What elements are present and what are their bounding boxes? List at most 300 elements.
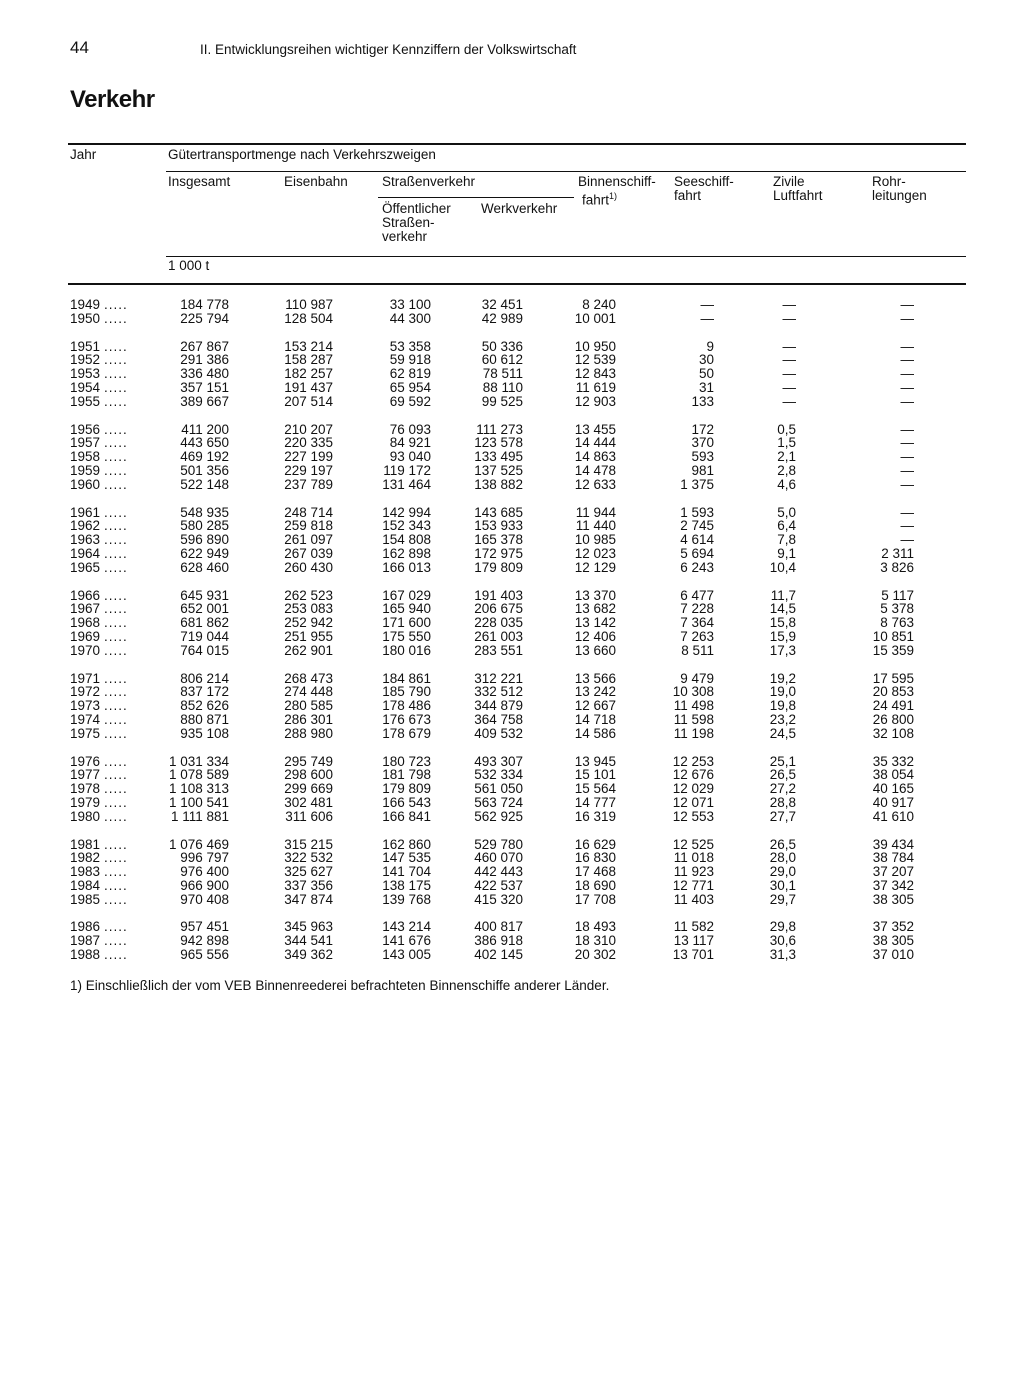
eisenbahn-cell: 280 585 <box>284 698 333 714</box>
insgesamt-cell: 628 460 <box>180 559 229 575</box>
werkverkehr-cell: 172 975 <box>474 545 523 561</box>
oeffentlicher-cell: 141 704 <box>382 864 431 880</box>
rohrleitungen-cell: 41 610 <box>872 808 914 824</box>
seeschifffahrt-cell: 370 <box>691 435 714 451</box>
rohrleitungen-cell: 37 342 <box>872 877 914 893</box>
table-row <box>0 879 1024 893</box>
table-row <box>0 727 1024 741</box>
seeschifffahrt-cell: 12 029 <box>672 781 714 797</box>
insgesamt-cell: 411 200 <box>181 421 229 437</box>
luftfahrt-cell: — <box>782 379 796 395</box>
luftfahrt-cell: 2,1 <box>777 449 796 465</box>
leader-dots: ..... <box>104 435 128 451</box>
luftfahrt-cell: 15,8 <box>769 615 796 631</box>
leader-dots: ..... <box>104 628 128 644</box>
seeschifffahrt-cell: 593 <box>691 449 714 465</box>
rohrleitungen-cell: — <box>900 476 914 492</box>
rohrleitungen-cell: 38 784 <box>872 850 914 866</box>
leader-dots: ..... <box>104 379 128 395</box>
rohrleitungen-cell: 5 378 <box>880 601 914 617</box>
seeschifffahrt-cell: 6 243 <box>680 559 714 575</box>
insgesamt-cell: 852 626 <box>180 698 229 714</box>
table-row <box>0 298 1024 312</box>
year-cell: 1987 <box>70 933 101 949</box>
table-row <box>0 312 1024 326</box>
eisenbahn-cell: 260 430 <box>284 559 333 575</box>
rohrleitungen-cell: — <box>900 393 914 409</box>
leader-dots: ..... <box>104 850 128 866</box>
strassenverkehr-rule <box>378 197 574 198</box>
eisenbahn-cell: 302 481 <box>284 794 333 810</box>
luftfahrt-cell: 27,7 <box>769 808 796 824</box>
year-cell: 1970 <box>70 642 101 658</box>
luftfahrt-cell: 28,8 <box>769 794 796 810</box>
table-row <box>0 796 1024 810</box>
oeffentlicher-cell: 180 016 <box>382 642 431 658</box>
insgesamt-cell: 645 931 <box>180 587 229 603</box>
oeffentlicher-cell: 119 172 <box>383 462 431 478</box>
oeffentlicher-cell: 184 861 <box>382 670 431 686</box>
eisenbahn-cell: 261 097 <box>284 532 333 548</box>
table-row <box>0 920 1024 934</box>
seeschifffahrt-cell: — <box>700 310 714 326</box>
binnenschifffahrt-cell: 13 142 <box>574 615 616 631</box>
luftfahrt-cell: 0,5 <box>777 421 796 437</box>
werkverkehr-cell: 88 110 <box>482 379 523 395</box>
leader-dots: ..... <box>104 933 128 949</box>
table-row <box>0 423 1024 437</box>
rohrleitungen-cell: 37 207 <box>872 864 914 880</box>
luftfahrt-cell: 4,6 <box>777 476 796 492</box>
oeffentlicher-cell: 138 175 <box>382 877 431 893</box>
year-cell: 1969 <box>70 628 101 644</box>
insgesamt-cell: 1 031 334 <box>168 753 229 769</box>
leader-dots: ..... <box>104 545 128 561</box>
year-cell: 1973 <box>70 698 101 714</box>
year-cell: 1980 <box>70 808 101 824</box>
insgesamt-cell: 501 356 <box>180 462 229 478</box>
binnenschifffahrt-cell: 18 690 <box>574 877 616 893</box>
header-oeffentlicher-3: verkehr <box>382 229 428 244</box>
year-cell: 1984 <box>70 877 101 893</box>
oeffentlicher-cell: 176 673 <box>382 711 431 727</box>
leader-dots: ..... <box>104 919 128 935</box>
seeschifffahrt-cell: 6 477 <box>680 587 714 603</box>
oeffentlicher-cell: 59 918 <box>389 352 431 368</box>
header-eisenbahn: Eisenbahn <box>284 174 348 189</box>
eisenbahn-cell: 344 541 <box>284 933 333 949</box>
insgesamt-cell: 806 214 <box>180 670 229 686</box>
header-rohr-2: leitungen <box>872 188 927 203</box>
werkverkehr-cell: 206 675 <box>474 601 523 617</box>
year-cell: 1979 <box>70 794 101 810</box>
eisenbahn-cell: 262 523 <box>284 587 333 603</box>
page-number: 44 <box>70 38 89 57</box>
binnenschifffahrt-cell: 10 001 <box>574 310 616 326</box>
oeffentlicher-cell: 165 940 <box>382 601 431 617</box>
eisenbahn-cell: 347 874 <box>284 891 333 907</box>
table-row <box>0 934 1024 948</box>
seeschifffahrt-cell: 9 <box>706 338 714 354</box>
binnenschifffahrt-cell: 12 633 <box>574 476 616 492</box>
luftfahrt-cell: 26,5 <box>769 836 796 852</box>
oeffentlicher-cell: 181 798 <box>382 767 431 783</box>
binnenschifffahrt-cell: 11 944 <box>575 504 616 520</box>
seeschifffahrt-cell: 11 582 <box>673 919 714 935</box>
header-jahr: Jahr <box>70 147 97 162</box>
eisenbahn-cell: 298 600 <box>284 767 333 783</box>
binnenschifffahrt-cell: 16 629 <box>574 836 616 852</box>
eisenbahn-cell: 191 437 <box>284 379 333 395</box>
luftfahrt-cell: 29,0 <box>769 864 796 880</box>
oeffentlicher-cell: 171 600 <box>382 615 431 631</box>
table-row <box>0 506 1024 520</box>
year-cell: 1955 <box>70 393 101 409</box>
year-cell: 1978 <box>70 781 101 797</box>
werkverkehr-cell: 442 443 <box>474 864 523 880</box>
insgesamt-cell: 652 001 <box>180 601 229 617</box>
insgesamt-cell: 966 900 <box>180 877 229 893</box>
binnenschifffahrt-cell: 18 493 <box>574 919 616 935</box>
leader-dots: ..... <box>104 753 128 769</box>
oeffentlicher-cell: 178 486 <box>382 698 431 714</box>
table-row <box>0 713 1024 727</box>
werkverkehr-cell: 137 525 <box>474 462 523 478</box>
eisenbahn-cell: 128 504 <box>284 310 333 326</box>
insgesamt-cell: 957 451 <box>180 919 229 935</box>
leader-dots: ..... <box>104 670 128 686</box>
insgesamt-cell: 267 867 <box>180 338 229 354</box>
rohrleitungen-cell: 37 352 <box>872 919 914 935</box>
werkverkehr-cell: 50 336 <box>481 338 523 354</box>
table-top-rule <box>68 143 966 145</box>
eisenbahn-cell: 110 987 <box>285 297 333 312</box>
luftfahrt-cell: 29,7 <box>769 891 796 907</box>
seeschifffahrt-cell: 7 364 <box>680 615 714 631</box>
rohrleitungen-cell: 32 108 <box>872 725 914 741</box>
header-binnen-2 <box>582 189 617 208</box>
luftfahrt-cell: — <box>782 338 796 354</box>
seeschifffahrt-cell: 4 614 <box>680 532 714 548</box>
year-group <box>0 423 1024 492</box>
binnenschifffahrt-cell: 12 406 <box>574 628 616 644</box>
header-unit: 1 000 t <box>168 258 210 273</box>
werkverkehr-cell: 415 320 <box>474 891 523 907</box>
rohrleitungen-cell: — <box>900 435 914 451</box>
rohrleitungen-cell: 26 800 <box>872 711 914 727</box>
leader-dots: ..... <box>104 366 128 382</box>
eisenbahn-cell: 315 215 <box>284 836 333 852</box>
seeschifffahrt-cell: 1 375 <box>680 476 714 492</box>
oeffentlicher-cell: 154 808 <box>382 532 431 548</box>
insgesamt-cell: 1 078 589 <box>168 767 229 783</box>
eisenbahn-cell: 337 356 <box>284 877 333 893</box>
leader-dots: ..... <box>104 449 128 465</box>
werkverkehr-cell: 143 685 <box>474 504 523 520</box>
leader-dots: ..... <box>104 864 128 880</box>
leader-dots: ..... <box>104 725 128 741</box>
seeschifffahrt-cell: 2 745 <box>680 518 714 534</box>
header-insgesamt: Insgesamt <box>168 174 231 189</box>
leader-dots: ..... <box>104 338 128 354</box>
rohrleitungen-cell: 38 305 <box>872 933 914 949</box>
luftfahrt-cell: 30,6 <box>769 933 796 949</box>
oeffentlicher-cell: 93 040 <box>389 449 431 465</box>
werkverkehr-cell: 562 925 <box>474 808 523 824</box>
table-row <box>0 381 1024 395</box>
oeffentlicher-cell: 162 898 <box>382 545 431 561</box>
luftfahrt-cell: — <box>782 393 796 409</box>
leader-dots: ..... <box>104 559 128 575</box>
eisenbahn-cell: 288 980 <box>284 725 333 741</box>
table-row <box>0 948 1024 962</box>
seeschifffahrt-cell: 30 <box>698 352 714 368</box>
year-cell: 1951 <box>70 338 101 354</box>
leader-dots: ..... <box>104 601 128 617</box>
insgesamt-cell: 719 044 <box>180 628 229 644</box>
oeffentlicher-cell: 185 790 <box>382 684 431 700</box>
page-title: Verkehr <box>70 86 155 113</box>
luftfahrt-cell: — <box>782 352 796 368</box>
oeffentlicher-cell: 139 768 <box>382 891 431 907</box>
header-see-2: fahrt <box>674 188 702 203</box>
binnenschifffahrt-cell: 13 455 <box>574 421 616 437</box>
table-row <box>0 547 1024 561</box>
eisenbahn-cell: 274 448 <box>284 684 333 700</box>
eisenbahn-cell: 311 606 <box>285 808 333 824</box>
year-cell: 1988 <box>70 947 101 963</box>
binnenschifffahrt-cell: 16 830 <box>574 850 616 866</box>
seeschifffahrt-cell: 12 525 <box>672 836 714 852</box>
year-cell: 1949 <box>70 297 101 312</box>
header-oeffentlicher-2: Straßen- <box>382 215 435 230</box>
werkverkehr-cell: 153 933 <box>474 518 523 534</box>
rohrleitungen-cell: 3 826 <box>880 559 914 575</box>
seeschifffahrt-cell: 12 553 <box>672 808 714 824</box>
luftfahrt-cell: 9,1 <box>777 545 796 561</box>
insgesamt-cell: 880 871 <box>180 711 229 727</box>
year-cell: 1971 <box>70 670 101 686</box>
rohrleitungen-cell: — <box>900 449 914 465</box>
table-row <box>0 810 1024 824</box>
leader-dots: ..... <box>104 642 128 658</box>
werkverkehr-cell: 111 273 <box>476 421 523 437</box>
table-row <box>0 768 1024 782</box>
luftfahrt-cell: 11,7 <box>770 587 796 603</box>
table-row <box>0 685 1024 699</box>
binnenschifffahrt-cell: 16 319 <box>574 808 616 824</box>
table-row <box>0 782 1024 796</box>
rohrleitungen-cell: — <box>900 518 914 534</box>
year-cell: 1977 <box>70 767 101 783</box>
rohrleitungen-cell: — <box>900 297 914 312</box>
binnenschifffahrt-cell: 10 985 <box>574 532 616 548</box>
year-group <box>0 589 1024 658</box>
seeschifffahrt-cell: 11 198 <box>673 725 714 741</box>
table-row <box>0 838 1024 852</box>
insgesamt-cell: 336 480 <box>180 366 229 382</box>
running-head: II. Entwicklungsreihen wichtiger Kennziffern der Volkswirtschaft <box>200 42 577 57</box>
leader-dots: ..... <box>104 808 128 824</box>
insgesamt-cell: 389 667 <box>180 393 229 409</box>
seeschifffahrt-cell: 10 308 <box>672 684 714 700</box>
year-cell: 1966 <box>70 587 101 603</box>
seeschifffahrt-cell: 981 <box>691 462 714 478</box>
luftfahrt-cell: — <box>782 366 796 382</box>
werkverkehr-cell: 402 145 <box>474 947 523 963</box>
insgesamt-cell: 837 172 <box>180 684 229 700</box>
seeschifffahrt-cell: 11 018 <box>673 850 714 866</box>
year-cell: 1967 <box>70 601 101 617</box>
oeffentlicher-cell: 65 954 <box>389 379 431 395</box>
oeffentlicher-cell: 152 343 <box>382 518 431 534</box>
rohrleitungen-cell: 15 359 <box>872 642 914 658</box>
insgesamt-cell: 357 151 <box>180 379 229 395</box>
header-werkverkehr: Werkverkehr <box>481 201 558 216</box>
year-cell: 1968 <box>70 615 101 631</box>
eisenbahn-cell: 158 287 <box>284 352 333 368</box>
leader-dots: ..... <box>104 891 128 907</box>
header-binnen-1: Binnenschiff- <box>578 174 656 189</box>
werkverkehr-cell: 561 050 <box>474 781 523 797</box>
leader-dots: ..... <box>104 532 128 548</box>
luftfahrt-cell: 23,2 <box>769 711 796 727</box>
rohrleitungen-cell: 20 853 <box>872 684 914 700</box>
insgesamt-cell: 443 650 <box>180 435 229 451</box>
year-cell: 1964 <box>70 545 101 561</box>
seeschifffahrt-cell: 8 511 <box>681 642 714 658</box>
year-group <box>0 506 1024 575</box>
luftfahrt-cell: 26,5 <box>769 767 796 783</box>
leader-dots: ..... <box>104 518 128 534</box>
rohrleitungen-cell: 5 117 <box>881 587 914 603</box>
werkverkehr-cell: 42 989 <box>481 310 523 326</box>
eisenbahn-cell: 220 335 <box>284 435 333 451</box>
eisenbahn-cell: 345 963 <box>284 919 333 935</box>
year-cell: 1975 <box>70 725 101 741</box>
year-cell: 1952 <box>70 352 101 368</box>
eisenbahn-cell: 268 473 <box>284 670 333 686</box>
binnenschifffahrt-cell: 8 240 <box>582 297 616 312</box>
header-rohr-1: Rohr- <box>872 174 906 189</box>
oeffentlicher-cell: 147 535 <box>382 850 431 866</box>
year-group <box>0 838 1024 907</box>
rohrleitungen-cell: — <box>900 352 914 368</box>
luftfahrt-cell: 19,0 <box>769 684 796 700</box>
header-strassenverkehr: Straßenverkehr <box>382 174 476 189</box>
werkverkehr-cell: 563 724 <box>474 794 523 810</box>
binnenschifffahrt-cell: 11 440 <box>575 518 616 534</box>
table-row <box>0 519 1024 533</box>
leader-dots: ..... <box>104 698 128 714</box>
luftfahrt-cell: 19,8 <box>769 698 796 714</box>
rohrleitungen-cell: 2 311 <box>881 545 914 561</box>
oeffentlicher-cell: 166 841 <box>382 808 431 824</box>
werkverkehr-cell: 261 003 <box>474 628 523 644</box>
leader-dots: ..... <box>104 877 128 893</box>
eisenbahn-cell: 286 301 <box>284 711 333 727</box>
werkverkehr-cell: 422 537 <box>474 877 523 893</box>
table-row <box>0 699 1024 713</box>
eisenbahn-cell: 262 901 <box>284 642 333 658</box>
luftfahrt-cell: 15,9 <box>769 628 796 644</box>
leader-dots: ..... <box>104 615 128 631</box>
seeschifffahrt-cell: 7 263 <box>680 628 714 644</box>
year-cell: 1983 <box>70 864 101 880</box>
binnenschifffahrt-cell: 13 242 <box>574 684 616 700</box>
luftfahrt-cell: — <box>782 310 796 326</box>
insgesamt-cell: 1 076 469 <box>168 836 229 852</box>
year-cell: 1953 <box>70 366 101 382</box>
year-cell: 1982 <box>70 850 101 866</box>
oeffentlicher-cell: 53 358 <box>389 338 431 354</box>
werkverkehr-cell: 179 809 <box>474 559 523 575</box>
binnenschifffahrt-cell: 13 660 <box>574 642 616 658</box>
table-body <box>0 298 1024 976</box>
table-row <box>0 644 1024 658</box>
binnenschifffahrt-cell: 18 310 <box>574 933 616 949</box>
seeschifffahrt-cell: 12 771 <box>672 877 714 893</box>
oeffentlicher-cell: 179 809 <box>382 781 431 797</box>
table-row <box>0 616 1024 630</box>
year-cell: 1959 <box>70 462 101 478</box>
binnenschifffahrt-cell: 11 619 <box>575 379 616 395</box>
binnenschifffahrt-cell: 14 478 <box>574 462 616 478</box>
table-row <box>0 561 1024 575</box>
seeschifffahrt-cell: 11 403 <box>673 891 714 907</box>
seeschifffahrt-cell: 12 071 <box>672 794 714 810</box>
luftfahrt-cell: 2,8 <box>777 462 796 478</box>
insgesamt-cell: 184 778 <box>180 297 229 312</box>
insgesamt-cell: 522 148 <box>180 476 229 492</box>
year-group <box>0 298 1024 326</box>
binnenschifffahrt-cell: 14 444 <box>574 435 616 451</box>
table-row <box>0 755 1024 769</box>
seeschifffahrt-cell: 7 228 <box>680 601 714 617</box>
rohrleitungen-cell: 10 851 <box>872 628 914 644</box>
werkverkehr-cell: 228 035 <box>474 615 523 631</box>
insgesamt-cell: 225 794 <box>180 310 229 326</box>
table-row <box>0 478 1024 492</box>
table-row <box>0 865 1024 879</box>
werkverkehr-cell: 409 532 <box>474 725 523 741</box>
year-cell: 1985 <box>70 891 101 907</box>
year-group <box>0 340 1024 409</box>
rohrleitungen-cell: — <box>900 462 914 478</box>
rohrleitungen-cell: 38 054 <box>872 767 914 783</box>
werkverkehr-cell: 283 551 <box>474 642 523 658</box>
seeschifffahrt-cell: — <box>700 297 714 312</box>
header-see-1: Seeschiff- <box>674 174 734 189</box>
insgesamt-cell: 1 111 881 <box>170 808 229 824</box>
header-luft-2: Luftfahrt <box>773 188 823 203</box>
year-cell: 1965 <box>70 559 101 575</box>
rohrleitungen-cell: — <box>900 366 914 382</box>
werkverkehr-cell: 344 879 <box>474 698 523 714</box>
insgesamt-cell: 681 862 <box>180 615 229 631</box>
rohrleitungen-cell: — <box>900 421 914 437</box>
luftfahrt-cell: 19,2 <box>769 670 796 686</box>
oeffentlicher-cell: 131 464 <box>382 476 431 492</box>
werkverkehr-cell: 493 307 <box>474 753 523 769</box>
leader-dots: ..... <box>104 794 128 810</box>
footnote-marker: 1) <box>609 191 618 201</box>
binnenschifffahrt-cell: 17 708 <box>574 891 616 907</box>
binnenschifffahrt-cell: 13 566 <box>574 670 616 686</box>
table-row <box>0 533 1024 547</box>
oeffentlicher-cell: 162 860 <box>382 836 431 852</box>
oeffentlicher-cell: 142 994 <box>382 504 431 520</box>
